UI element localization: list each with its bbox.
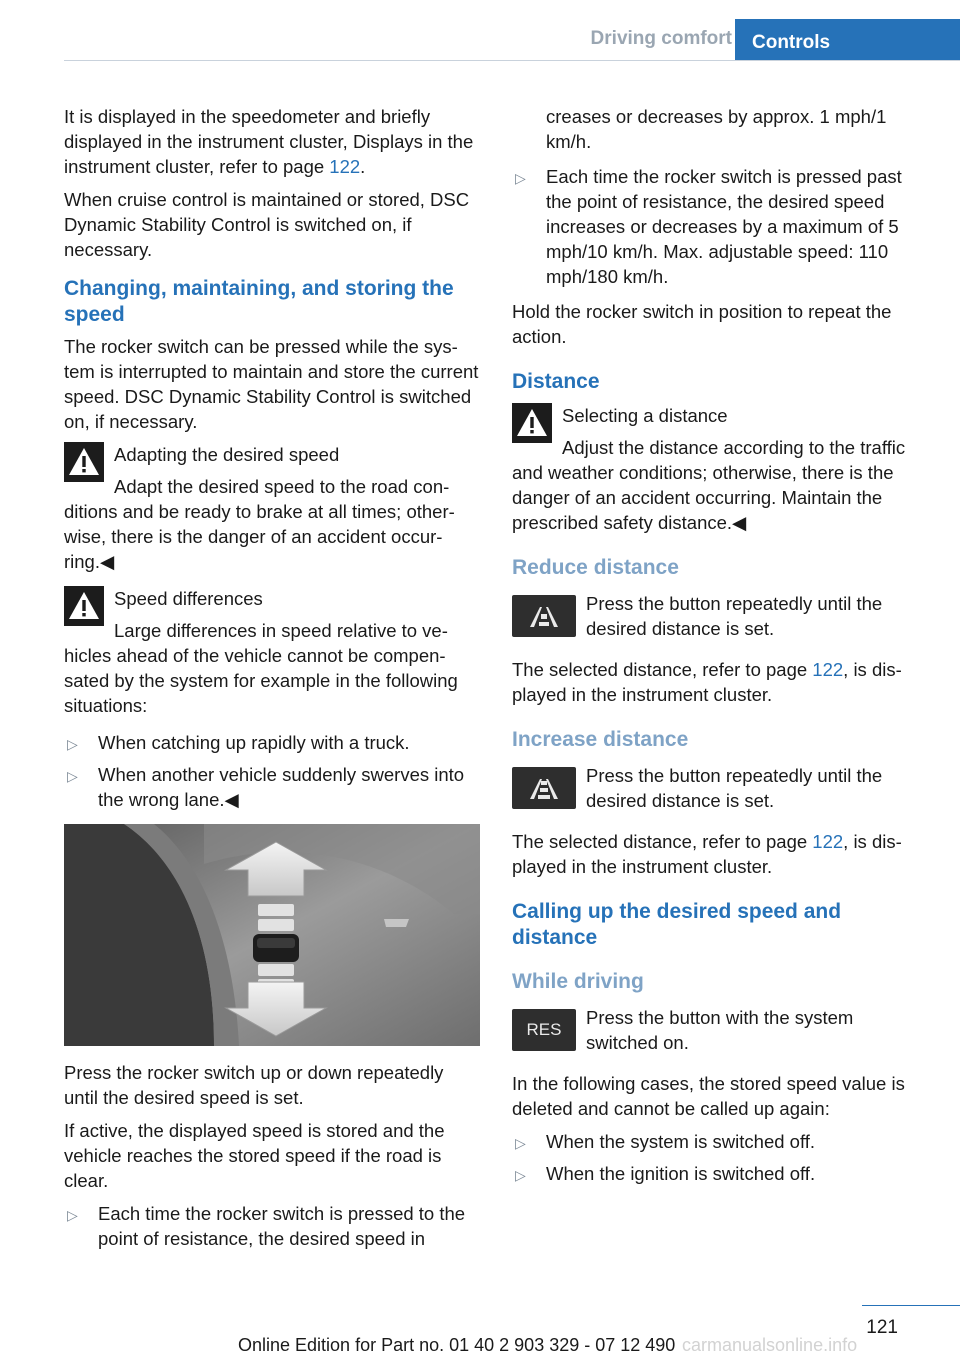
watermark: carmanualsonline.info bbox=[682, 1335, 858, 1355]
text: The selected distance, refer to page bbox=[512, 831, 813, 852]
paragraph: When cruise control is maintained or stored, DSC Dynamic Stability Control is switched on, if necessary. bbox=[64, 189, 470, 260]
warning-speed-differences bbox=[64, 586, 482, 718]
footer-rule bbox=[862, 1305, 960, 1306]
warning-triangle-icon bbox=[64, 586, 104, 626]
page-link[interactable]: 122 bbox=[329, 156, 361, 177]
warning-title: Speed differences bbox=[114, 588, 263, 609]
paragraph: If active, the displayed speed is stored and the vehicle reaches the stored speed if the road is clear. bbox=[64, 1120, 445, 1191]
triangle-bullet-icon: ▷ bbox=[67, 736, 78, 752]
instruction-text: Press the button repeatedly until the desired distance is set. bbox=[586, 593, 883, 639]
triangle-bullet-icon: ▷ bbox=[67, 1207, 78, 1223]
paragraph: The rocker switch can be pressed while the system is interrupted to maintain and store the current speed. DSC Dynamic Stability Control is switched on, if necessary. bbox=[64, 336, 479, 432]
section-heading-calling-up: Calling up the desired speed and distance bbox=[512, 900, 842, 949]
edition-footer: Online Edition for Part no. 01 40 2 903 329 - 07 12 490 bbox=[238, 1335, 676, 1355]
reduce-distance-instruction bbox=[512, 591, 930, 643]
warning-selecting-distance bbox=[512, 403, 930, 535]
warning-body: Large differences in speed relative to vehicles ahead of the vehicle cannot be compensated by the system for example in the following situations: bbox=[64, 620, 458, 716]
triangle-bullet-icon: ▷ bbox=[515, 1167, 526, 1183]
subheading-increase-distance: Increase distance bbox=[512, 728, 689, 751]
warning-title: Adapting the desired speed bbox=[114, 444, 340, 465]
list-item-text: Each time the rocker switch is pressed to the point of resistance, the desired speed in bbox=[98, 1203, 466, 1249]
left-column bbox=[64, 104, 482, 1261]
page-link[interactable]: 122 bbox=[812, 659, 844, 680]
list-item-text: Each time the rocker switch is pressed past the point of resistance, the desired speed increases or decreases by a maximum of 5 mph/10 km/h. Max. adjustable speed: 110 mph/180 km/h. bbox=[546, 166, 902, 287]
instruction-text: Press the button repeatedly until the desired distance is set. bbox=[586, 765, 883, 811]
bullet-list bbox=[64, 1201, 482, 1251]
header-rule bbox=[64, 60, 960, 61]
increase-distance-button[interactable] bbox=[512, 767, 576, 809]
subheading-while-driving: While driving bbox=[512, 970, 644, 993]
warning-body: Adjust the distance according to the traffic and weather conditions; otherwise, there is the danger of an accident occurring. Maintain the prescribed safety distance.◀ bbox=[512, 437, 906, 533]
section-heading-distance: Distance bbox=[512, 370, 600, 393]
warning-adapting-speed bbox=[64, 442, 482, 574]
page-number: 121 bbox=[866, 1317, 898, 1338]
list-item bbox=[64, 762, 482, 812]
warning-triangle-icon bbox=[64, 442, 104, 482]
text: , is displayed in the instrument cluster. bbox=[512, 659, 902, 705]
paragraph-continuation bbox=[512, 104, 930, 154]
triangle-bullet-icon: ▷ bbox=[515, 170, 526, 186]
running-header-section: Driving comfort bbox=[590, 28, 732, 49]
bullet-list bbox=[512, 1129, 930, 1186]
subheading-reduce-distance: Reduce distance bbox=[512, 556, 679, 579]
list-item bbox=[512, 1161, 930, 1186]
paragraph bbox=[512, 657, 930, 707]
res-instruction bbox=[512, 1005, 930, 1057]
bullet-list bbox=[64, 730, 482, 812]
triangle-bullet-icon: ▷ bbox=[515, 1135, 526, 1151]
list-item bbox=[64, 1201, 482, 1251]
warning-title: Selecting a distance bbox=[562, 405, 728, 426]
instruction-text: Press the button with the system switched on. bbox=[586, 1007, 854, 1053]
list-item bbox=[512, 164, 930, 289]
paragraph: Hold the rocker switch in position to repeat the action. bbox=[512, 301, 892, 347]
triangle-bullet-icon: ▷ bbox=[67, 768, 78, 784]
page-link[interactable]: 122 bbox=[812, 831, 844, 852]
distance-increase-icon bbox=[524, 775, 564, 801]
paragraph bbox=[64, 104, 482, 179]
distance-reduce-icon bbox=[524, 603, 564, 629]
bullet-list bbox=[512, 164, 930, 289]
text: The selected distance, refer to page bbox=[512, 659, 813, 680]
text: . bbox=[360, 156, 366, 177]
list-item-text: When another vehicle suddenly swerves into the wrong lane.◀ bbox=[98, 764, 465, 810]
running-header-chapter: Controls bbox=[735, 19, 960, 61]
list-item-text: When the system is switched off. bbox=[546, 1131, 816, 1152]
warning-triangle-icon bbox=[512, 403, 552, 443]
list-item-text: When the ignition is switched off. bbox=[546, 1163, 816, 1184]
warning-body: Adapt the desired speed to the road conditions and be ready to brake at all times; otherwise, there is the danger of an accident occurring.◀ bbox=[64, 476, 455, 572]
text: , is displayed in the instrument cluster. bbox=[512, 831, 902, 877]
paragraph bbox=[512, 829, 930, 879]
list-item bbox=[512, 1129, 930, 1154]
text: creases or decreases by approx. 1 mph/1 km/h. bbox=[546, 106, 887, 152]
res-button[interactable]: RES bbox=[512, 1009, 576, 1051]
right-column bbox=[512, 104, 930, 1196]
paragraph: Press the rocker switch up or down repeatedly until the desired speed is set. bbox=[64, 1062, 444, 1108]
list-item-text: When catching up rapidly with a truck. bbox=[98, 732, 410, 753]
reduce-distance-button[interactable] bbox=[512, 595, 576, 637]
steering-wheel-rocker-switch-photo bbox=[64, 824, 480, 1046]
increase-distance-instruction bbox=[512, 763, 930, 815]
paragraph: In the following cases, the stored speed value is deleted and cannot be called up again: bbox=[512, 1073, 905, 1119]
list-item bbox=[64, 730, 482, 755]
section-heading-changing-speed: Changing, maintaining, and storing the speed bbox=[64, 277, 454, 326]
text: It is displayed in the speedometer and briefly displayed in the instrument cluster, Displays in the instrument cluster, refer to page bbox=[64, 106, 474, 177]
